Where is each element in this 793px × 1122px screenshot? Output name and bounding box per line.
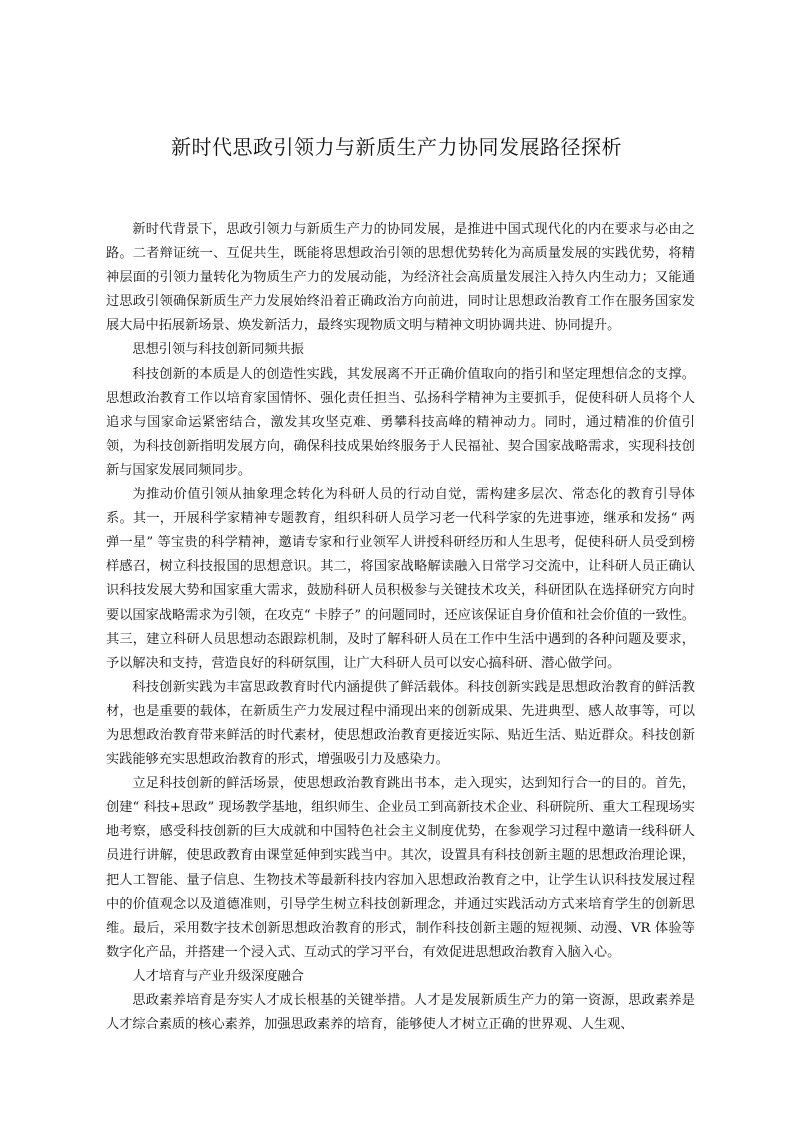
document-body bbox=[106, 218, 695, 1037]
section-heading-talent: 人才培育与产业升级深度融合 bbox=[132, 968, 304, 984]
document-title: 新时代思政引领力与新质生产力协同发展路径探析 bbox=[171, 135, 622, 159]
body-paragraph: 为推动价值引领从抽象理念转化为科研人员的行动自觉，需构建多层次、常态化的教育引导体系。其一，开展科学家精神专题教育，组织科研人员学习老一代科学家的先进事迹，继承和发扬“ 两弹一星” 等宝贵的科学精神，邀请专家和行业领军人讲授科研经历和人生思考，促使科研人员受到榜样感召，树立科技报国的思想意识。其二，将国家战略解读融入日常学习交流中，让科研人员正确认识科技发展大势和国家重大需求，鼓励科研人员积极参与关键技术攻关，科研团队在选择研究方向时要以国家战略需求为引领，在攻克“ 卡脖子” 的问题同时，还应该保证自身价值和社会价值的一致性。其三，建立科研人员思想动态跟踪机制，及时了解科研人员在工作中生活中遇到的各种问题及要求，予以解决和支持，营造良好的科研氛围，让广大科研人员可以安心搞科研、潜心做学问。 bbox=[106, 487, 695, 671]
body-paragraph: 科技创新实践为丰富思政教育时代内涵提供了鲜活载体。科技创新实践是思想政治教育的鲜活教材，也是重要的载体，在新质生产力发展过程中涌现出来的创新成果、先进典型、感人故事等，可以为思想政治教育带来鲜活的时代素材，使思想政治教育更接近实际、贴近生活、贴近群众。科技创新实践能够充实思想政治教育的形式，增强吸引力及感染力。 bbox=[106, 679, 695, 768]
body-paragraph: 思政素养培育是夯实人才成长根基的关键举措。人才是发展新质生产力的第一资源，思政素养是人才综合素质的核心素养，加强思政素养的培育，能够使人才树立正确的世界观、人生观、 bbox=[106, 993, 695, 1033]
body-paragraph: 立足科技创新的鲜活场景，使思想政治教育跳出书本，走入现实，达到知行合一的目的。首先，创建“ 科技+思政” 现场教学基地，组织师生、企业员工到高新技术企业、科研院所、重大工程现场实地考察，感受科技创新的巨大成就和中国特色社会主义制度优势，在参观学习过程中邀请一线科研人员进行讲解，使思政教育由课堂延伸到实践当中。其次，设置具有科技创新主题的思想政治理论课，把人工智能、量子信息、生物技术等最新科技内容加入思想政治教育之中，让学生认识科技发展过程中的价值观念以及道德准则，引导学生树立科技创新理念，并通过实践活动方式来培育学生的创新思维。最后，采用数字技术创新思想政治教育的形式，制作科技创新主题的短视频、动漫、VR 体验等数字化产品，并搭建一个浸入式、互动式的学习平台，有效促进思想政治教育入脑入心。 bbox=[106, 776, 695, 960]
intro-paragraph: 新时代背景下，思政引领力与新质生产力的协同发展，是推进中国式现代化的内在要求与必由之路。二者辩证统一、互促共生，既能将思想政治引领的思想优势转化为高质量发展的实践优势，将精神层面的引领力量转化为物质生产力的发展动能，为经济社会高质量发展注入持久内生动力；又能通过思政引领确保新质生产力发展始终沿着正确政治方向前进，同时让思想政治教育工作在服务国家发展大局中拓展新场景、焕发新活力，最终实现物质文明与精神文明协调共进、协同提升。 bbox=[106, 222, 695, 334]
section-heading-tech: 思想引领与科技创新同频共振 bbox=[132, 342, 304, 358]
body-paragraph: 科技创新的本质是人的创造性实践，其发展离不开正确价值取向的指引和坚定理想信念的支撑。思想政治教育工作以培育家国情怀、强化责任担当、弘扬科学精神为主要抓手，促使科研人员将个人追求与国家命运紧密结合，激发其攻坚克难、勇攀科技高峰的精神动力。同时，通过精准的价值引领，为科技创新指明发展方向，确保科技成果始终服务于人民福祉、契合国家战略需求，实现科技创新与国家发展同频同步。 bbox=[106, 366, 695, 478]
